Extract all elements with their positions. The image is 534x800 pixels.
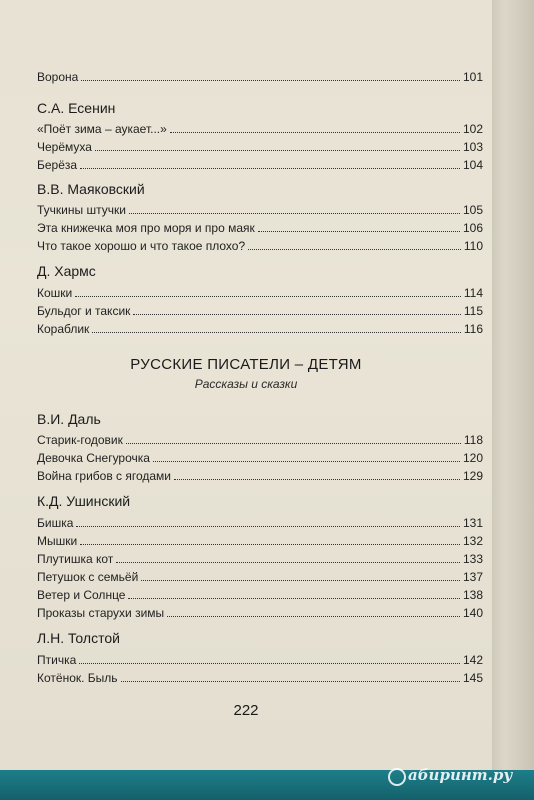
toc-entry [37,465,483,483]
toc-leader-dots [128,598,459,599]
section-subtitle: Рассказы и сказки [194,377,298,391]
toc-leader-dots [141,580,460,581]
toc-entry-page: 142 [462,653,483,667]
toc-entry-title: Старик-годовик [37,433,123,447]
toc-entry [37,66,483,84]
toc-entry-title: Девочка Снегурочка [37,451,150,465]
toc-entry-page: 131 [462,516,483,530]
toc-entry [37,667,483,685]
toc-entry-page: 115 [463,304,483,318]
toc-entry [37,584,483,602]
toc-entry-title: Бульдог и таксик [37,304,131,318]
toc-leader-dots [92,332,461,333]
toc-leader-dots [79,663,460,664]
author-heading: В.В. Маяковский [37,181,145,197]
toc-entry-title: Война грибов с ягодами [37,469,172,483]
toc-entry-title: Кораблик [37,322,90,336]
toc-entry [37,199,483,217]
toc-leader-dots [133,314,460,315]
toc-entry-title: Берёза [37,158,78,172]
toc-entry-page: 132 [462,534,483,548]
toc-entry-page: 145 [462,671,483,685]
toc-entry-page: 140 [462,606,483,620]
toc-leader-dots [76,526,460,527]
toc-entry-title: «Поёт зима – аукает...» [37,122,167,136]
toc-entry-page: 105 [462,203,483,217]
toc-leader-dots [116,562,460,563]
toc-entry [37,136,483,154]
toc-entry [37,154,483,172]
toc-leader-dots [81,80,460,81]
toc-entry-title: Черёмуха [37,140,92,154]
toc-entry-title: Ворона [37,70,79,84]
toc-leader-dots [167,616,460,617]
toc-entry-title: Птичка [37,653,77,667]
toc-entry [37,512,483,530]
author-heading: К.Д. Ушинский [37,493,131,509]
toc-entry-title: Мышки [37,534,78,548]
toc-entry-page: 133 [462,552,483,566]
toc-entry-page: 116 [463,322,483,336]
toc-entry-title: Ветер и Солнце [37,588,126,602]
toc-leader-dots [80,544,460,545]
toc-entry-page: 102 [462,122,483,136]
toc-entry [37,282,483,300]
author-heading: Л.Н. Толстой [37,630,120,646]
toc-leader-dots [126,443,461,444]
toc-entry [37,530,483,548]
toc-leader-dots [258,231,460,232]
toc-leader-dots [80,168,460,169]
toc-entry [37,300,483,318]
toc-entry [37,118,483,136]
toc-entry-title: Плутишка кот [37,552,114,566]
toc-leader-dots [129,213,460,214]
toc-leader-dots [248,249,461,250]
toc-entry [37,548,483,566]
toc-entry-page: 104 [462,158,483,172]
toc-leader-dots [153,461,460,462]
toc-entry-page: 137 [462,570,483,584]
watermark-text [388,766,512,784]
toc-entry-page: 129 [462,469,483,483]
toc-leader-dots [75,296,461,297]
toc-entry-page: 101 [462,70,483,84]
toc-leader-dots [170,132,460,133]
toc-entry-title: Проказы старухи зимы [37,606,165,620]
toc-entry-title: Тучкины штучки [37,203,126,217]
watermark-label: абиринт.ру [408,766,513,784]
section-title: РУССКИЕ ПИСАТЕЛИ – ДЕТЯМ [130,356,362,373]
toc-leader-dots [95,150,460,151]
toc-entry-page: 103 [462,140,483,154]
toc-entry-page: 106 [462,221,483,235]
toc-entry-title: Петушок с семьёй [37,570,139,584]
author-heading: В.И. Даль [37,411,101,427]
toc-entry-page: 118 [463,433,483,447]
toc-entry-page: 114 [463,286,483,300]
page-number: 222 [233,702,259,719]
toc-entry-title: Что такое хорошо и что такое плохо? [37,239,246,253]
toc-entry [37,235,483,253]
toc-entry [37,649,483,667]
toc-entry-title: Кошки [37,286,73,300]
toc-entry [37,318,483,336]
toc-entry [37,566,483,584]
toc-entry [37,602,483,620]
toc-entry-page: 110 [463,239,483,253]
toc-entry-page: 120 [462,451,483,465]
toc-entry-title: Котёнок. Быль [37,671,118,685]
toc-leader-dots [121,681,460,682]
author-heading: С.А. Есенин [37,100,116,116]
toc-entry [37,429,483,447]
toc-entry-page: 138 [462,588,483,602]
toc-entry-title: Эта книжечка моя про моря и про маяк [37,221,255,235]
next-page-edge [492,0,534,800]
toc-leader-dots [174,479,460,480]
toc-entry-title: Бишка [37,516,74,530]
author-heading: Д. Хармс [37,263,96,279]
toc-entry [37,447,483,465]
toc-entry [37,217,483,235]
